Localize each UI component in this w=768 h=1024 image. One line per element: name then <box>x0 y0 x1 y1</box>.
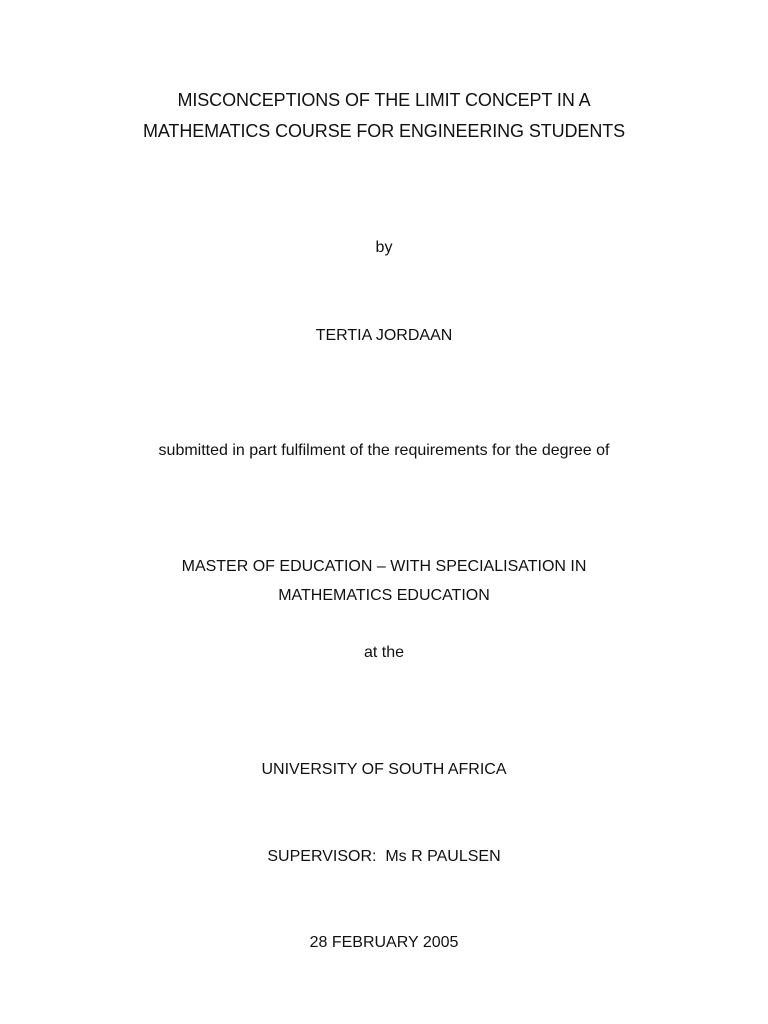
submission-statement: submitted in part fulfilment of the requirements for the degree of <box>158 442 610 459</box>
thesis-title-line-1: MISCONCEPTIONS OF THE LIMIT CONCEPT IN A <box>177 90 591 110</box>
at-the-label: at the <box>363 644 405 661</box>
thesis-title-line-2: MATHEMATICS COURSE FOR ENGINEERING STUDENTS <box>142 121 626 141</box>
university-name: UNIVERSITY OF SOUTH AFRICA <box>261 761 507 778</box>
degree-line-2: MATHEMATICS EDUCATION <box>278 587 490 604</box>
author-name: TERTIA JORDAAN <box>315 327 453 344</box>
supervisor-line: SUPERVISOR: Ms R PAULSEN <box>267 848 501 865</box>
submission-date: 28 FEBRUARY 2005 <box>309 934 459 951</box>
by-label: by <box>375 239 393 256</box>
degree-line-1: MASTER OF EDUCATION – WITH SPECIALISATION IN <box>181 558 587 575</box>
